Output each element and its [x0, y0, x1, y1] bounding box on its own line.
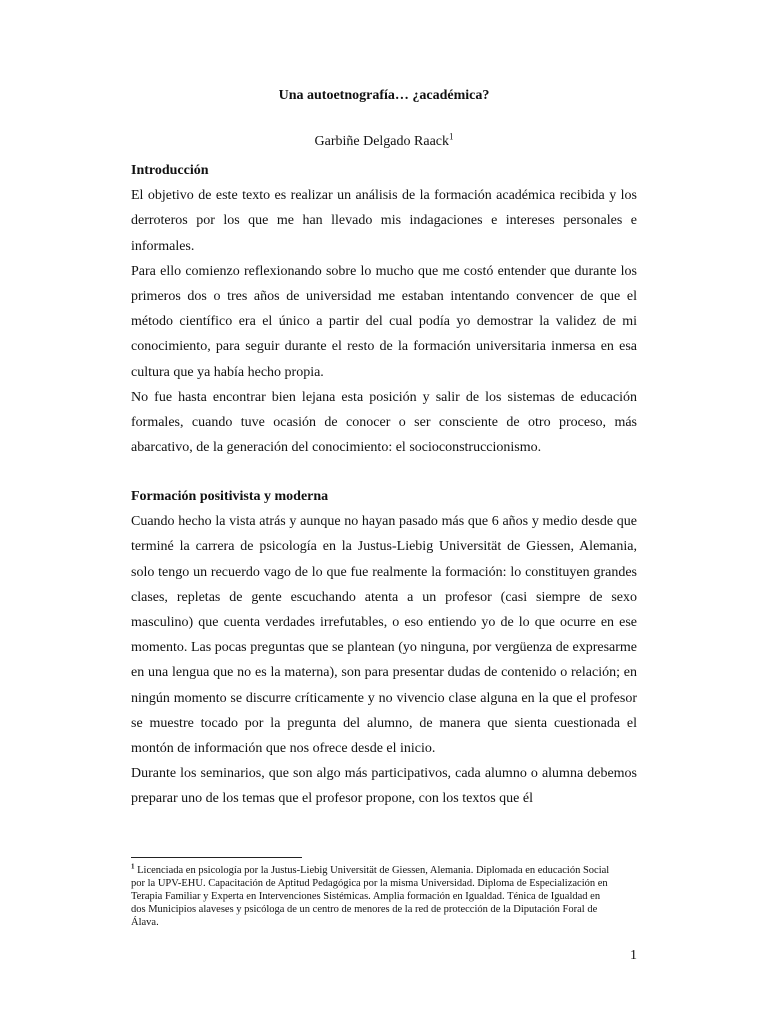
- footnote: [131, 864, 611, 929]
- paragraph: No fue hasta encontrar bien lejana esta posición y salir de los sistemas de educación formales, cuando tuve ocasión de conocer o ser consciente de otro proceso, más abarcativo, de la generación del conocimiento: el socioconstruccionismo.: [131, 389, 637, 456]
- author-name: Garbiñe Delgado Raack: [314, 134, 449, 149]
- paragraph: Para ello comienzo reflexionando sobre lo mucho que me costó entender que durante los primeros dos o tres años de universidad me estaban intentando convencer de que el método científico era el único a partir del cual podía yo demostrar la validez de mi conocimiento, para seguir durante el resto de la formación universitaria inmersa en esa cultura que ya había hecho propia.: [131, 263, 637, 380]
- footnote-text: Licenciada en psicología por la Justus-Liebig Universität de Giessen, Alemania. Diplomada en educación Social por la UPV-EHU. Capacitación de Aptitud Pedagógica por la misma Universidad. Diploma de Especialización en Terapia Familiar y Experta en Intervenciones Sistémicas. Amplia formación en Igualdad. Ténica de Igualdad en dos Municipios alaveses y psicóloga de un centro de menores de la red de protección de la Diputación Foral de Álava.: [131, 865, 610, 928]
- page-number: 1: [630, 948, 637, 963]
- footnote-separator: [131, 857, 302, 858]
- footnote-mark: 1: [131, 862, 135, 871]
- section-formacion-positivista: [131, 484, 637, 812]
- section-heading: Formación positivista y moderna: [131, 489, 329, 504]
- author-footnote-mark: 1: [449, 131, 454, 142]
- section-introduction: [131, 158, 637, 460]
- author-line: [0, 133, 768, 151]
- paragraph: Cuando hecho la vista atrás y aunque no hayan pasado más que 6 años y medio desde que terminé la carrera de psicología en la Justus-Liebig Universität de Giessen, Alemania, solo tengo un recuerdo vago de lo que fue realmente la formación: lo constituyen grandes clases, repletas de gente escuchando atenta a un profesor (casi siempre de sexo masculino) que cuenta verdades irrefutables, o eso entiendo yo de lo que ocurre en ese momento. Las pocas preguntas que se plantean (yo ninguna, por vergüenza de expresarme en una lengua que no es la materna), son para presentar dudas de contenido o relación; en ningún momento se discurre críticamente y no vivencio clase alguna en la que el profesor se muestre tocado por la pregunta del alumno, de manera que sienta cuestionada el montón de información que nos ofrece desde el inicio.: [131, 514, 637, 757]
- document-title: Una autoetnografía… ¿académica?: [278, 88, 490, 103]
- section-heading: Introducción: [131, 163, 209, 178]
- paragraph: Durante los seminarios, que son algo más participativos, cada alumno o alumna debemos preparar uno de los temas que el profesor propone, con los textos que él: [131, 766, 637, 807]
- paragraph: El objetivo de este texto es realizar un análisis de la formación académica recibida y los derroteros por los que me han llevado mis indagaciones e intereses personales e informales.: [131, 188, 637, 254]
